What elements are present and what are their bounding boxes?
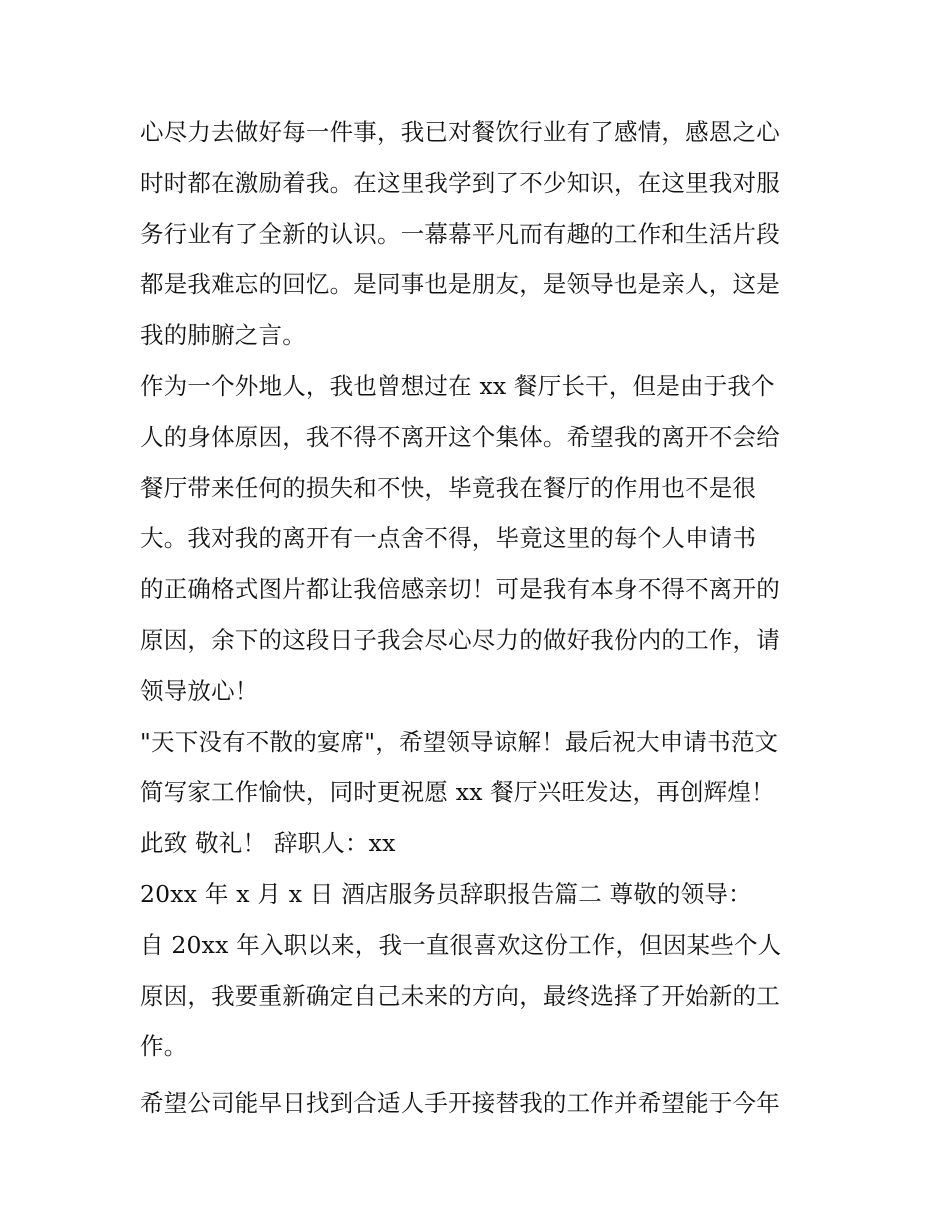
text-line: 希望公司能早日找到合适人手开接替我的工作并希望能于今年 — [140, 1089, 780, 1118]
text-line: 都是我难忘的回忆。是同事也是朋友，是领导也是亲人，这是 — [140, 270, 780, 299]
text-line: "天下没有不散的宴席"，希望领导谅解！最后祝大申请书范文 — [140, 727, 779, 756]
text-line: 此致 敬礼！ 辞职人：xx — [140, 829, 396, 858]
document-body — [140, 107, 820, 1129]
text-line: 时时都在激励着我。在这里我学到了不少知识，在这里我对服 — [140, 168, 780, 197]
text-line: 餐厅带来任何的损失和不快，毕竟我在餐厅的作用也不是很 — [140, 473, 757, 502]
text-line: 原因，余下的这段日子我会尽心尽力的做好我份内的工作，请 — [140, 625, 780, 654]
text-line: 务行业有了全新的认识。一幕幕平凡而有趣的工作和生活片段 — [140, 219, 780, 248]
text-line: 大。我对我的离开有一点舍不得，毕竟这里的每个人申请书 — [140, 524, 757, 553]
text-line: 原因，我要重新确定自己未来的方向，最终选择了开始新的工 — [140, 981, 780, 1010]
text-line: 作。 — [140, 1032, 188, 1061]
text-line: 的正确格式图片都让我倍感亲切！可是我有本身不得不离开的 — [140, 575, 780, 604]
text-line: 领导放心！ — [140, 676, 259, 705]
text-line: 20xx 年 x 月 x 日 酒店服务员辞职报告篇二 尊敬的领导： — [140, 879, 752, 908]
text-line: 简写家工作愉快，同时更祝愿 xx 餐厅兴旺发达，再创辉煌！ — [140, 778, 775, 807]
text-line: 作为一个外地人，我也曾想过在 xx 餐厅长干，但是由于我个 — [140, 371, 775, 400]
text-line: 我的肺腑之言。 — [140, 321, 306, 350]
text-line: 人的身体原因，我不得不离开这个集体。希望我的离开不会给 — [140, 422, 780, 451]
text-line: 心尽力去做好每一件事，我已对餐饮行业有了感情，感恩之心 — [140, 118, 780, 146]
text-line: 自 20xx 年入职以来，我一直很喜欢这份工作，但因某些个人 — [140, 930, 782, 959]
